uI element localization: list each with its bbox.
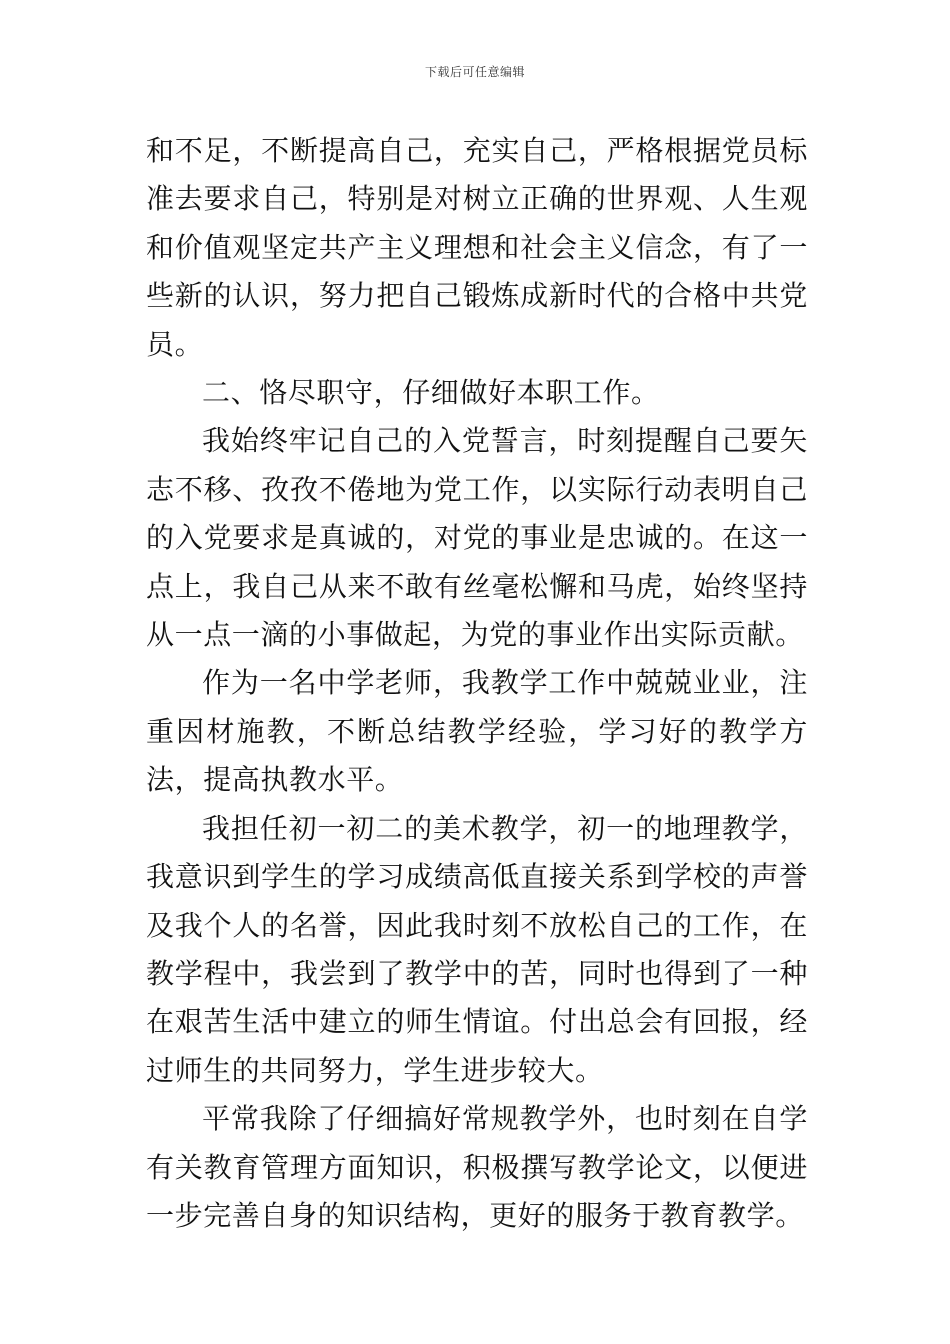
paragraph-subjects: 我担任初一初二的美术教学，初一的地理教学，我意识到学生的学习成绩高低直接关系到学校的声誉及我个人的名誉，因此我时刻不放松自己的工作，在教学程中，我尝到了教学中的苦，同时也得到了一种在艰苦生活中建立的师生情谊。付出总会有回报，经过师生的共同努力，学生进步较大。 <box>146 811 808 1087</box>
section-heading: 二、恪尽职守，仔细做好本职工作。 <box>202 376 660 410</box>
document-body <box>146 127 808 1240</box>
paragraph-continuation: 和不足，不断提高自己，充实自己，严格根据党员标准去要求自己，特别是对树立正确的世界观、人生观和价值观坚定共产主义理想和社会主义信念，有了一些新的认识，努力把自己锻炼成新时代的合格中共党员。 <box>146 134 808 361</box>
header-note: 下载后可任意编辑 <box>424 65 525 79</box>
paragraph-teaching: 作为一名中学老师，我教学工作中兢兢业业，注重因材施教，不断总结教学经验，学习好的教学方法，提高执教水平。 <box>146 666 808 797</box>
paragraph-oath: 我始终牢记自己的入党誓言，时刻提醒自己要矢志不移、孜孜不倦地为党工作，以实际行动表明自己的入党要求是真诚的，对党的事业是忠诚的。在这一点上，我自己从来不敢有丝毫松懈和马虎，始终坚持从一点一滴的小事做起，为党的事业作出实际贡献。 <box>146 424 808 652</box>
paragraph-self-study: 平常我除了仔细搞好常规教学外，也时刻在自学有关教育管理方面知识，积极撰写教学论文，以便进一步完善自身的知识结构，更好的服务于教育教学。 <box>146 1102 808 1232</box>
